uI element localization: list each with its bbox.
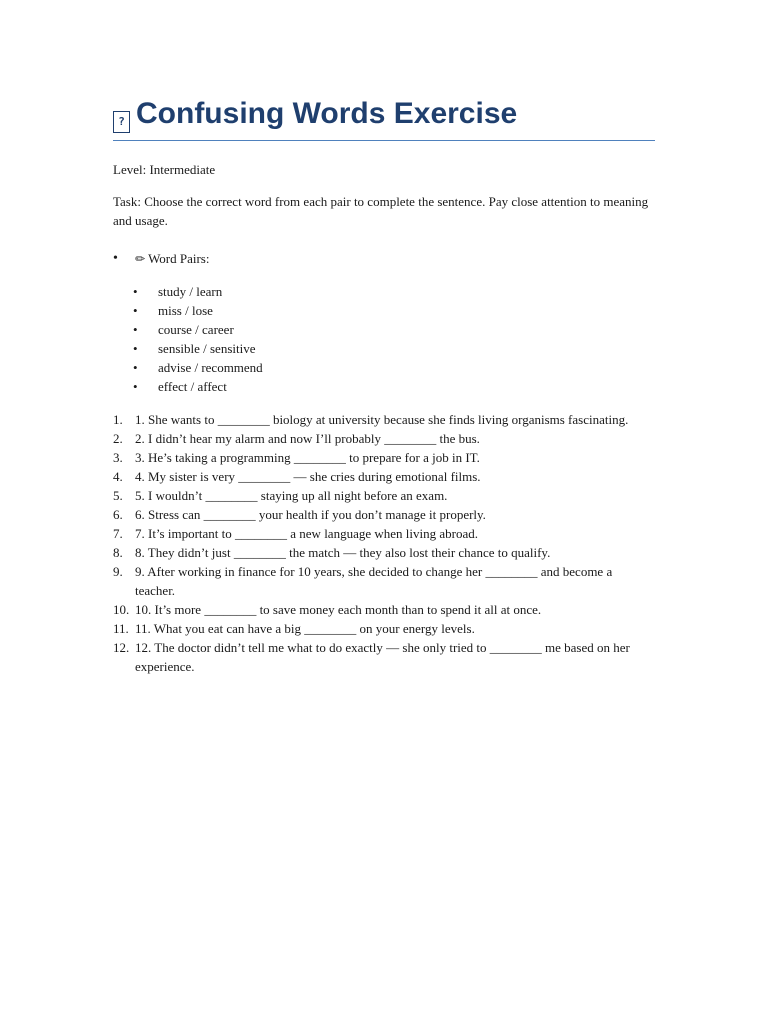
question-item: [113, 486, 655, 505]
question-number: 6.: [113, 507, 123, 522]
question-item: [113, 562, 655, 600]
word-pair-text: miss / lose: [158, 303, 213, 318]
question-text: 1. She wants to ________ biology at university because she finds living organisms fascinating.: [135, 412, 629, 427]
word-pair-item: [113, 339, 655, 358]
question-number: 4.: [113, 469, 123, 484]
questions-list: [113, 410, 655, 676]
question-text: 9. After working in finance for 10 years, she decided to change her ________ and become a teacher.: [135, 564, 613, 598]
word-pair-text: effect / affect: [158, 379, 227, 394]
bullet-icon: •: [133, 341, 138, 356]
question-text: 11. What you eat can have a big ________ on your energy levels.: [135, 621, 475, 636]
question-text: 5. I wouldn’t ________ staying up all night before an exam.: [135, 488, 448, 503]
word-pair-text: study / learn: [158, 284, 223, 299]
word-pair-item: [113, 301, 655, 320]
question-number: 5.: [113, 488, 123, 503]
question-text: 3. He’s taking a programming ________ to prepare for a job in IT.: [135, 450, 480, 465]
word-pair-item: [113, 282, 655, 301]
document-title: [113, 92, 655, 141]
title-text: Confusing Words Exercise: [136, 97, 518, 130]
question-text: 4. My sister is very ________ — she cries during emotional films.: [135, 469, 481, 484]
question-number: 1.: [113, 412, 123, 427]
question-item: [113, 619, 655, 638]
question-number: 8.: [113, 545, 123, 560]
question-text: 12. The doctor didn’t tell me what to do exactly — she only tried to ________ me based on her experience.: [135, 640, 630, 674]
word-pairs-block: [113, 249, 655, 396]
word-pairs-list: [113, 282, 655, 396]
bullet-icon: •: [133, 284, 138, 299]
bullet-icon: •: [133, 360, 138, 375]
word-pairs-heading-text: Word Pairs:: [148, 251, 210, 266]
question-number: 7.: [113, 526, 123, 541]
word-pair-item: [113, 358, 655, 377]
question-item: [113, 543, 655, 562]
question-item: [113, 505, 655, 524]
word-pair-text: advise / recommend: [158, 360, 263, 375]
question-item: [113, 410, 655, 429]
word-pair-item: [113, 320, 655, 339]
question-text: 2. I didn’t hear my alarm and now I’ll probably ________ the bus.: [135, 431, 480, 446]
question-number: 10.: [113, 602, 130, 617]
word-pair-item: [113, 377, 655, 396]
word-pair-text: sensible / sensitive: [158, 341, 256, 356]
question-number: 11.: [113, 621, 129, 636]
question-text: 7. It’s important to ________ a new language when living abroad.: [135, 526, 478, 541]
word-pairs-heading: [113, 249, 655, 269]
question-item: [113, 600, 655, 619]
level-text: Level: Intermediate: [113, 162, 216, 177]
question-text: 10. It’s more ________ to save money each month than to spend it all at once.: [135, 602, 542, 617]
question-item: [113, 467, 655, 486]
question-text: 6. Stress can ________ your health if you don’t manage it properly.: [135, 507, 486, 522]
word-pair-text: course / career: [158, 322, 234, 337]
document-icon: ?: [113, 111, 130, 133]
question-number: 9.: [113, 564, 123, 579]
pencil-icon: ✏: [135, 252, 146, 266]
bullet-icon: •: [133, 322, 138, 337]
word-pairs-section: [113, 249, 655, 396]
question-item: [113, 448, 655, 467]
bullet-icon: •: [113, 251, 118, 266]
question-item: [113, 429, 655, 448]
question-number: 12.: [113, 640, 130, 655]
question-number: 3.: [113, 450, 123, 465]
task-instructions: Task: Choose the correct word from each pair to complete the sentence. Pay close attention to meaning and usage.: [113, 194, 649, 228]
question-item: [113, 638, 655, 676]
question-item: [113, 524, 655, 543]
document-page: [113, 92, 655, 676]
bullet-icon: •: [133, 379, 138, 394]
bullet-icon: •: [133, 303, 138, 318]
question-text: 8. They didn’t just ________ the match — they also lost their chance to qualify.: [135, 545, 551, 560]
question-number: 2.: [113, 431, 123, 446]
